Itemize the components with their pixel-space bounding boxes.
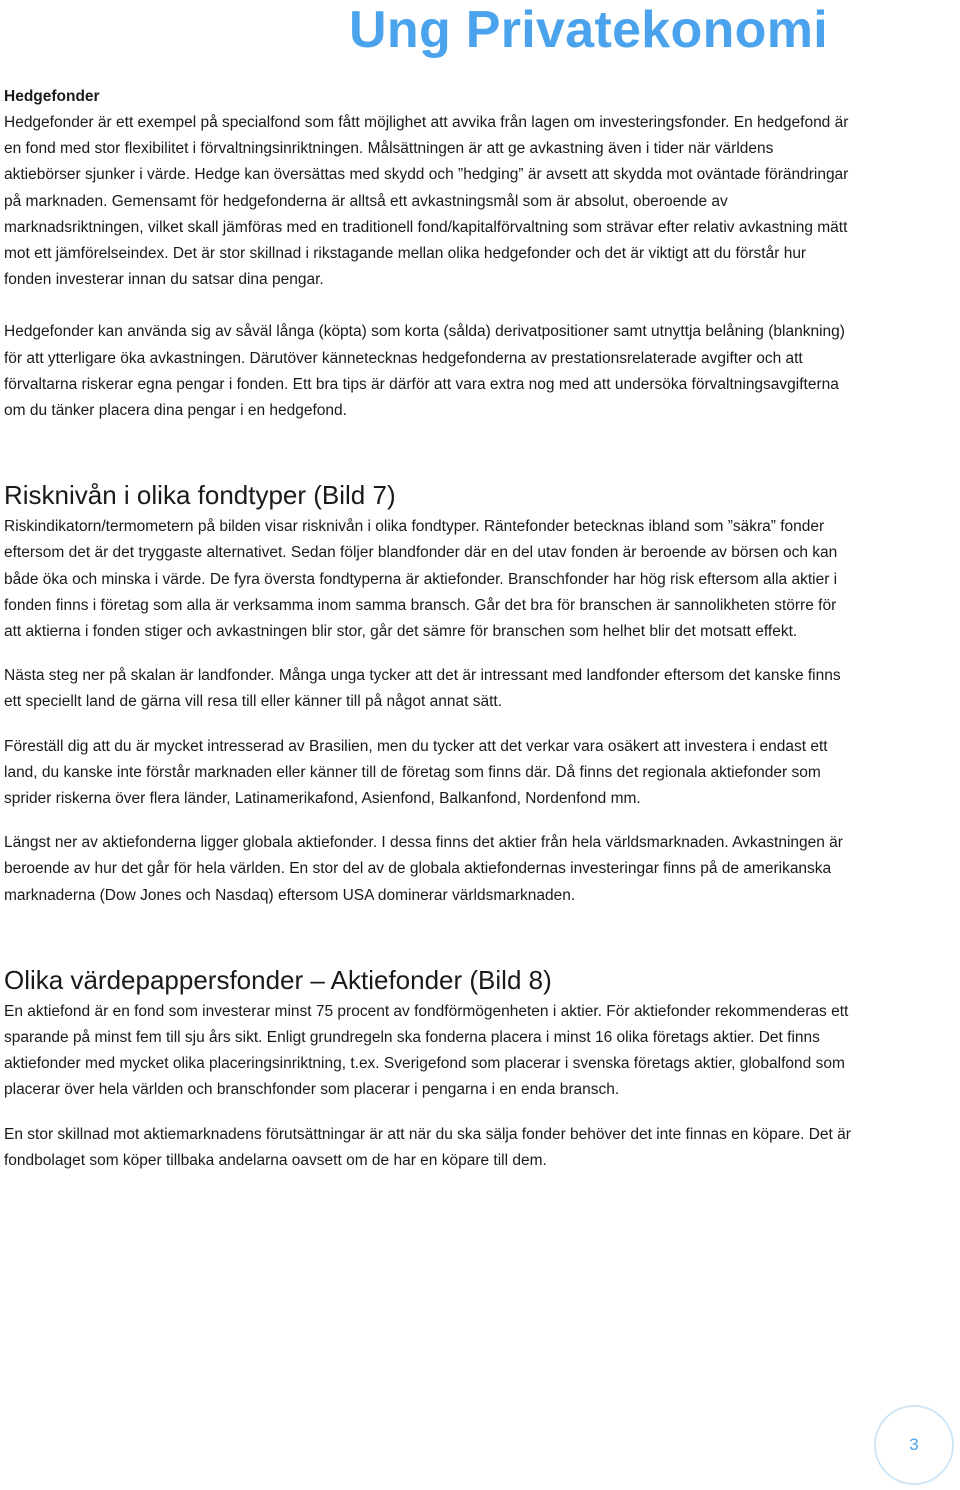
paragraph: Hedgefonder är ett exempel på specialfond som fått möjlighet att avvika från lagen om investeringsfonder. En hedgefond är en fond med stor flexibilitet i förvaltningsinriktningen. Målsättningen är att ge avkastning även i tider när världens aktiebörser sjunker i värde. Hedge kan översättas med skydd och ”hedging” är avsett att skydda mot oväntade förändringar på marknaden. Gemensamt för hedgefonderna är alltså ett avkastningsmål som är absolut, oberoende av marknadsriktningen, vilket skall jämföras med en traditionell fond/kapitalförvaltning som strävar efter relativ avkastning mätt mot ett jämförelseindex. Det är stor skillnad i rikstagande mellan olika hedgefonder och det är viktigt att du förstår hur fonden investerar innan du satsar dina pengar. <box>4 114 849 289</box>
section-heading-aktiefonder: Olika värdepappersfonder – Aktiefonder (Bild 8) <box>4 964 552 995</box>
paragraph: Riskindikatorn/termometern på bilden visar risknivån i olika fondtyper. Räntefonder betecknas ibland som ”säkra” fonder eftersom det är det tryggaste alternativet. Sedan följer blandfonder där en del utav fonden är beroende av börsen och kan både öka och minska i värde. De fyra översta fondtyperna är aktiefonder. Branschfonder har hög risk eftersom alla aktier i fonden finns i företag som alla är verksamma inom samma bransch. Går det bra för branschen är sannolikheten större för att aktierna i fonden stiger och avkastningen blir stor, går det sämre för branschen som helhet blir det motsatt effekt. <box>4 518 838 641</box>
document-body <box>4 84 854 1174</box>
page-number-badge: 3 <box>874 1405 954 1485</box>
paragraph: Längst ner av aktiefonderna ligger globala aktiefonder. I dessa finns det aktier från hela världsmarknaden. Avkastningen är beroende av hur det går för hela världen. En stor del av de globala aktiefondernas investeringar finns på de amerikanska marknaderna (Dow Jones och Nasdaq) eftersom USA dominerar världsmarknaden. <box>4 834 843 904</box>
section-label-hedgefonder: Hedgefonder <box>4 88 100 105</box>
paragraph: En stor skillnad mot aktiemarknadens förutsättningar är att när du ska sälja fonder behöver det inte finnas en köpare. Det är fondbolaget som köper tillbaka andelarna oavsett om de har en köpare till dem. <box>4 1125 851 1169</box>
paragraph: Hedgefonder kan använda sig av såväl långa (köpta) som korta (sålda) derivatpositioner samt utnyttja belåning (blankning) för att ytterligare öka avkastningen. Därutöver kännetecknas hedgefonderna av prestationsrelaterade avgifter och att förvaltarna riskerar egna pengar i fonden. Ett bra tips är därför att vara extra nog med att undersöka förvaltningsavgifterna om du tänker placera dina pengar i en hedgefond. <box>4 323 845 420</box>
paragraph: Nästa steg ner på skalan är landfonder. Många unga tycker att det är intressant med landfonder eftersom det kanske finns ett speciellt land de gärna vill resa till eller känner till på något annat sätt. <box>4 667 841 711</box>
paragraph: En aktiefond är en fond som investerar minst 75 procent av fondförmögenheten i aktier. För aktiefonder rekommenderas ett sparande på minst fem till sju års sikt. Enligt grundregeln ska fonderna placera i minst 16 olika företags aktier. Det finns aktiefonder med mycket olika placeringsinriktning, t.ex. Sverigefond som placerar i svenska företags aktier, globalfond som placerar över hela världen och branschfonder som placerar i pengarna i en enda bransch. <box>4 1002 849 1099</box>
brand-logo-text: Ung Privatekonomi <box>349 1 828 59</box>
paragraph: Föreställ dig att du är mycket intresserad av Brasilien, men du tycker att det verkar vara osäkert att investera i endast ett land, du kanske inte förstår marknaden eller känner till de företag som finns där. Då finns det regionala aktiefonder som sprider riskerna över flera länder, Latinamerikafond, Asienfond, Balkanfond, Nordenfond mm. <box>4 737 828 808</box>
section-heading-risknivan: Risknivån i olika fondtyper (Bild 7) <box>4 480 396 511</box>
